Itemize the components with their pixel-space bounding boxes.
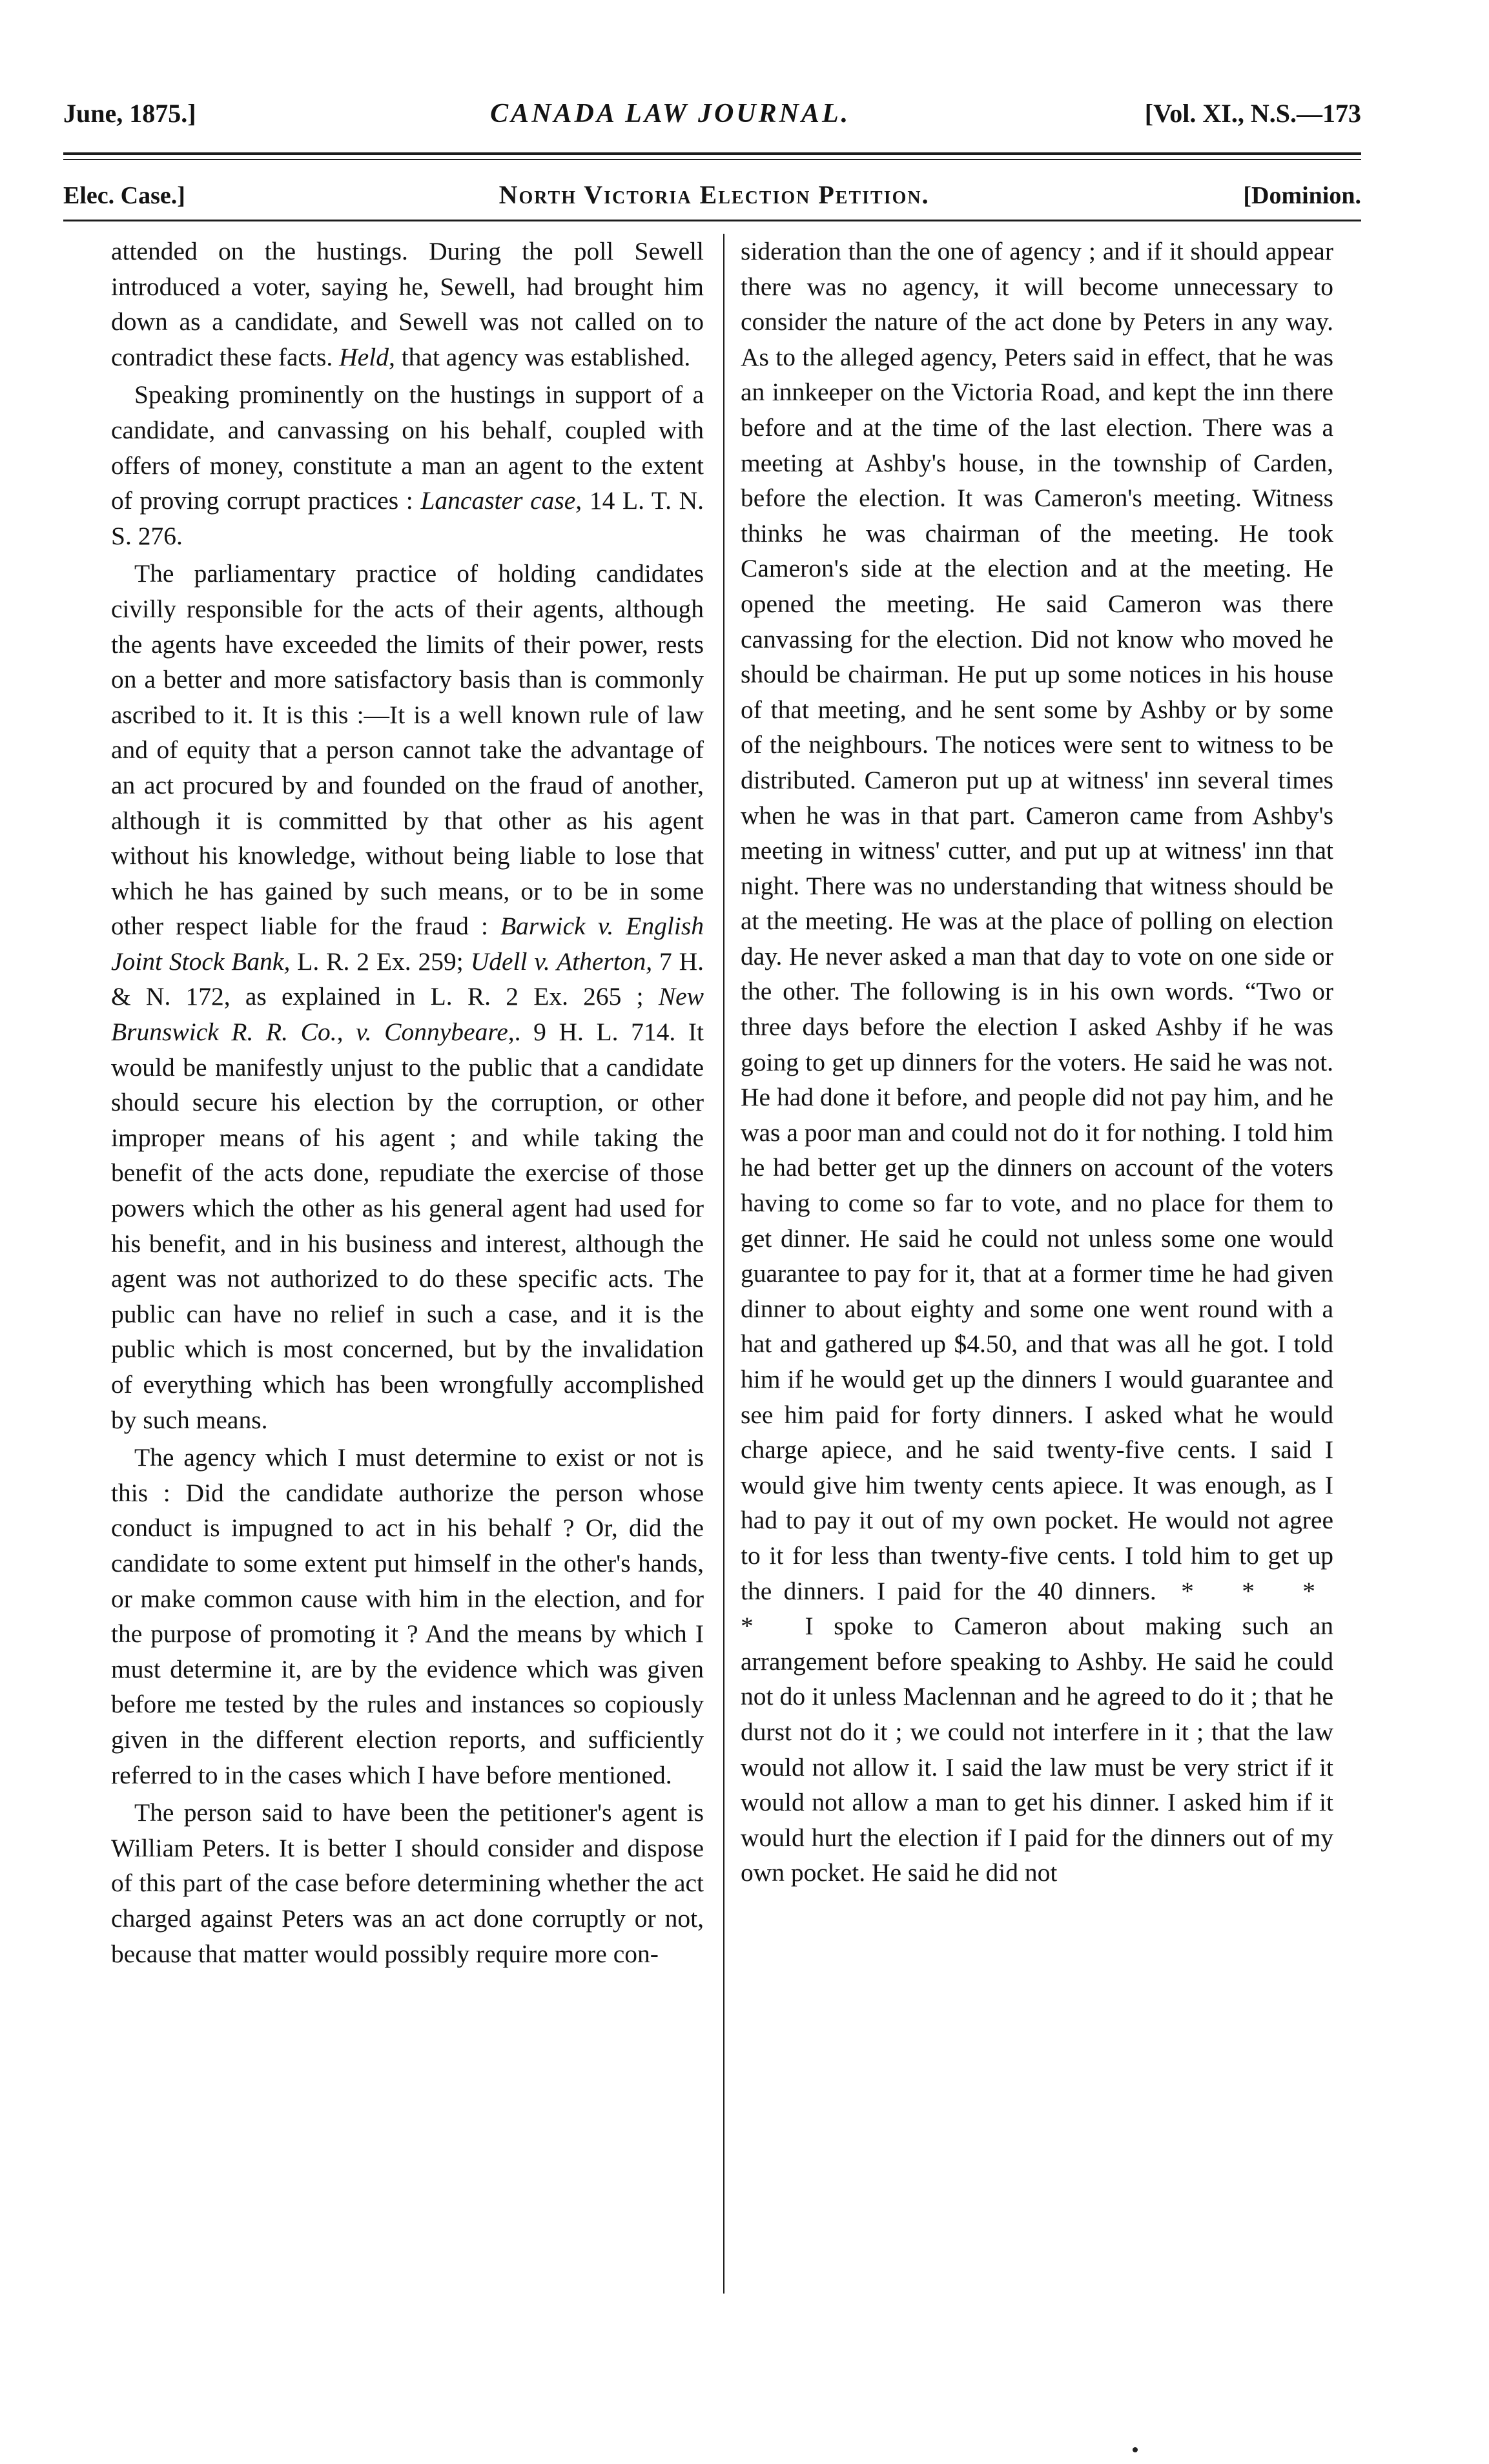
ellipsis-stars: * * * * xyxy=(741,1576,1334,1641)
left-paragraph-4: The agency which I must determine to exist or not is this : Did the candidate authorize the person whose conduct is impugned to act in his behalf ? Or, did the candidate to some extent put himself in the other's hands, or make common cause with him in the election, and for the purpose of promoting it ? And the means by which I must determine it, are by the evidence which was given before me tested by the rules and instances so copiously given in the different election reports, and sufficiently referred to in the cases which I have before mentioned. xyxy=(111,1443,704,1789)
issue-date: June, 1875.] xyxy=(63,99,196,128)
case-citation: Lancaster case, xyxy=(420,486,582,515)
section-label: Elec. Case.] xyxy=(63,182,185,209)
running-header xyxy=(63,98,1361,129)
case-citation: Barwick v. English Joint Stock Bank, xyxy=(111,912,704,976)
header-rule-bottom xyxy=(63,220,1361,221)
volume-page: [Vol. XI., N.S.—173 xyxy=(1144,99,1361,128)
left-paragraph-1: attended on the hustings. During the poll Sewell introduced a voter, saying he, Sewell, had brought him down as a candidate, and Sewell was not called on to contradict these facts. Held, that agency was established. xyxy=(111,237,704,371)
case-citation: New Brunswick R. R. Co., v. Connybeare, xyxy=(111,982,704,1047)
right-column xyxy=(741,234,1333,1891)
court-label: [Dominion. xyxy=(1243,182,1361,209)
journal-title: CANADA LAW JOURNAL. xyxy=(490,99,851,128)
header-rule-top-thin xyxy=(63,159,1361,160)
left-paragraph-2: Speaking prominently on the hustings in support of a candidate, and canvassing on his behalf, coupled with offers of money, constitute a man an agent to the extent of proving corrupt practices : Lancaster case, 14 L. T. N. S. 276. xyxy=(111,380,704,550)
case-title: North Victoria Election Petition. xyxy=(498,180,930,209)
left-paragraph-5: The person said to have been the petitioner's agent is William Peters. It is better I should consider and dispose of this part of the case before determining whether the act charged against Peters was an act done corruptly or not, because that matter would possibly require more con- xyxy=(111,1798,704,1968)
case-citation: Udell v. Atherton, xyxy=(470,947,653,976)
left-column xyxy=(111,234,704,1971)
column-divider xyxy=(723,234,724,2294)
margin-dot xyxy=(1133,2447,1138,2452)
right-paragraph-1: sideration than the one of agency ; and if it should appear there was no agency, it will become unnecessary to consider the nature of the act done by Peters in any way. As to the alleged agency, Peters said in effect, that he was an innkeeper on the Victoria Road, and kept the inn there before and at the time of the last election. There was a meeting at Ashby's house, in the township of Carden, before the election. It was Cameron's meeting. Witness thinks he was chairman of the meeting. He took Cameron's side at the election and at the meeting. He opened the meeting. He said Cameron was there canvassing for the election. Did not know who moved he should be chairman. He put up some notices in his house of that meeting, and he sent some by Ashby or by some of the neighbours. The notices were sent to witness to be distributed. Cameron put up at witness' inn several times when he was in that part. Cameron came from Ashby's meeting in witness' cutter, and put up at witness' inn that night. There was no understanding that witness should be at the meeting. He was at the place of polling on election day. He never asked a man that day to vote on one side or the other. The following is in his own words. “Two or three days before the election I asked Ashby if he was going to get up dinners for the voters. He said he was not. He had done it before, and people did not pay him, and he was a poor man and could not do it for nothing. I told him he had better get up the dinners on account of the voters having to come so far to vote, and no place for them to get dinner. He said he could not unless some one would guarantee to pay for it, that at a former time he had given dinner to about eighty and some one went round with a hat and gathered up $4.50, and that was all he got. I told him if he would get up the dinners I would guarantee and see him paid for forty dinners. I asked what he would charge apiece, and he said twenty-five cents. I said I would give him twenty cents apiece. It was enough, as I had to pay it out of my own pocket. He would not agree to it for less than twenty-five cents. I told him to get up the dinners. I paid for the 40 dinners. * * * * I spoke to Cameron about making such an arrangement before speaking to Ashby. He said he could not do it unless Maclennan and he agreed to do it ; that he durst not do it ; we could not interfere in it ; that the law would not allow it. I said the law must be very strict if it would not allow a man to get his dinner. I asked him if it would hurt the election if I paid for the dinners out of my own pocket. He said he did not xyxy=(741,237,1334,1887)
held-label: Held, xyxy=(339,342,395,371)
case-header xyxy=(63,180,1361,210)
left-paragraph-3: The parliamentary practice of holding candidates civilly responsible for the acts of their agents, although the agents have exceeded the limits of their power, rests on a better and more satisfactory basis than is commonly ascribed to it. It is this :—It is a well known rule of law and of equity that a person cannot take the advantage of an act procured by and founded on the fraud of another, although it is committed by that other as his agent without his knowledge, without being liable to lose that which he has gained by such means, or to be in some other respect liable for the fraud : Barwick v. English Joint Stock Bank, L. R. 2 Ex. 259; Udell v. Atherton, 7 H. & N. 172, as explained in L. R. 2 Ex. 265 ; New Brunswick R. R. Co., v. Connybeare,. 9 H. L. 714. It would be manifestly unjust to the public that a candidate should secure his election by the corruption, or other improper means of his agent ; and while taking the benefit of the acts done, repudiate the exercise of those powers which the other as his general agent had used for his benefit, and in his business and interest, although the agent was not authorized to do these specific acts. The public can have no relief in such a case, and it is the public which is most concerned, but by the invalidation of everything which has been wrongfully accomplished by such means. xyxy=(111,559,704,1434)
header-rule-top xyxy=(63,152,1361,155)
